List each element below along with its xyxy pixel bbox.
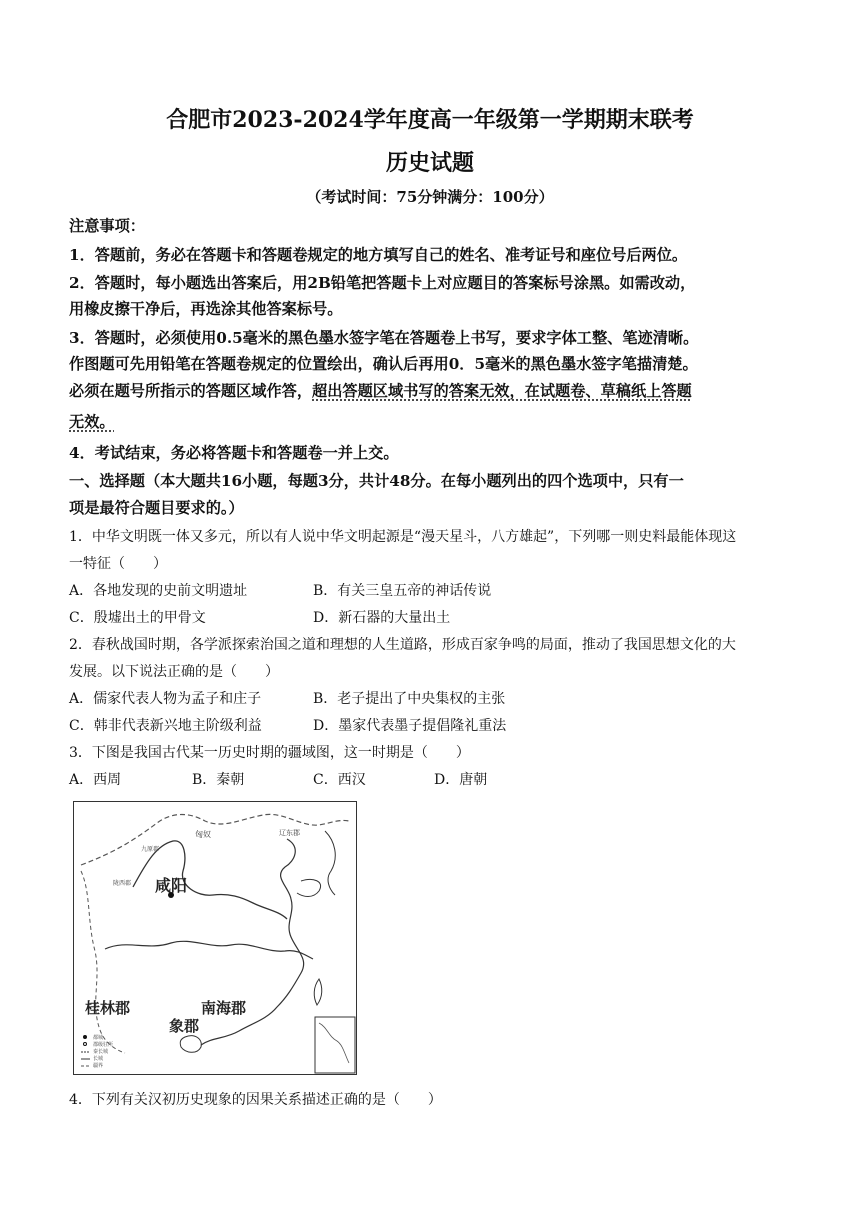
south-sea-inset [315,1017,355,1073]
notice-item-3-line-4: 无效。 [69,413,115,431]
q2-option-a: A．儒家代表人物为孟子和庄子 [69,691,262,707]
map-label-xianyang: 咸阳 [155,876,188,895]
notice-item-3-line-3 [69,380,692,401]
q2-stem-line-1: 2．春秋战国时期，各学派探索治国之道和理想的人生道路，形成百家争鸣的局面，推动了我国思想文化的大 [69,637,736,653]
q1-stem-line-1: 1．中华文明既一体又多元，所以有人说中华文明起源是“漫天星斗，八方雄起”，下列哪一则史料最能体现这 [69,529,737,545]
notice-heading: 注意事项： [69,217,145,235]
q3-option-a: A．西周 [69,772,122,788]
legend-item-3: 秦长城 [93,1049,109,1055]
q1-option-b: B．有关三皇五帝的神话传说 [313,583,492,599]
q3-stem-line-1: 3．下图是我国古代某一历史时期的疆域图，这一时期是（ ） [69,745,470,761]
notice-item-3-line-1: 3．答题时，必须使用0.5毫米的黑色墨水签字笔在答题卷上书写，要求字体工整、笔迹清晰。 [69,329,699,347]
notice-item-2-line-1: 2．答题时，每小题选出答案后，用2B铅笔把答题卡上对应题目的答案标号涂黑。如需改动， [69,274,696,292]
q1-option-d: D．新石器的大量出土 [313,610,451,626]
q3-option-b: B．秦朝 [192,772,245,788]
legend-item-2: 郡级驻所 [93,1042,114,1048]
legend-item-4: 长城 [93,1056,104,1062]
q1-stem-line-2: 一特征（ ） [69,556,167,572]
map-label-xiongnu: 匈奴 [195,830,211,839]
map-label-xiang: 象郡 [169,1017,200,1035]
q3-option-d: D．唐朝 [434,772,488,788]
exam-title: 合肥市2023-2024学年度高一年级第一学期期末联考 [166,107,694,133]
q1-option-a: A．各地发现的史前文明遗址 [69,583,248,599]
q2-option-b: B．老子提出了中央集权的主张 [313,691,506,707]
q2-stem-line-2: 发展。以下说法正确的是（ ） [69,664,279,680]
q1-option-c: C．殷墟出土的甲骨文 [69,610,206,626]
q2-option-c: C．韩非代表新兴地主阶级利益 [69,718,262,734]
map-label-longxi: 陇西郡 [113,880,132,887]
map-label-guilin: 桂林郡 [85,999,131,1017]
notice-item-1: 1．答题前，务必在答题卡和答题卷规定的地方填写自己的姓名、准考证号和座位号后两位。 [69,246,688,264]
notice-item-4: 4．考试结束，务必将答题卡和答题卷一并上交。 [69,444,399,462]
notice-item-3-line-3b: 超出答题区域书写的答案无效，在试题卷、草稿纸上答题 [312,382,692,400]
legend-item-5: 疆界 [93,1063,104,1069]
notice-item-3-line-3a: 必须在题号所指示的答题区域作答， [69,382,312,400]
notice-item-3-line-2: 作图题可先用铅笔在答题卷规定的位置绘出，确认后再用0．5毫米的黑色墨水签字笔描清楚。 [69,355,698,373]
exam-subject: 历史试题 [385,150,474,176]
section-1-heading-line-2: 项是最符合题目要求的。） [69,499,244,517]
section-1-heading-line-1: 一、选择题（本大题共16小题，每题3分，共计48分。在每小题列出的四个选项中，只有一 [69,472,684,490]
legend-item-1: 都城 [93,1035,104,1041]
notice-item-2-line-2: 用橡皮擦干净后，再选涂其他答案标号。 [69,300,343,318]
map-label-nanhai: 南海郡 [201,999,247,1017]
map-label-jiuyuan: 九原郡 [141,846,160,853]
q2-option-d: D．墨家代表墨子提倡隆礼重法 [313,718,507,734]
qin-territory-map [73,801,357,1075]
q4-stem-line-1: 4．下列有关汉初历史现象的因果关系描述正确的是（ ） [69,1092,442,1108]
exam-info: （考试时间：75分钟满分：100分） [306,188,554,206]
map-label-liaodong: 辽东郡 [279,829,300,837]
q3-option-c: C．西汉 [313,772,366,788]
